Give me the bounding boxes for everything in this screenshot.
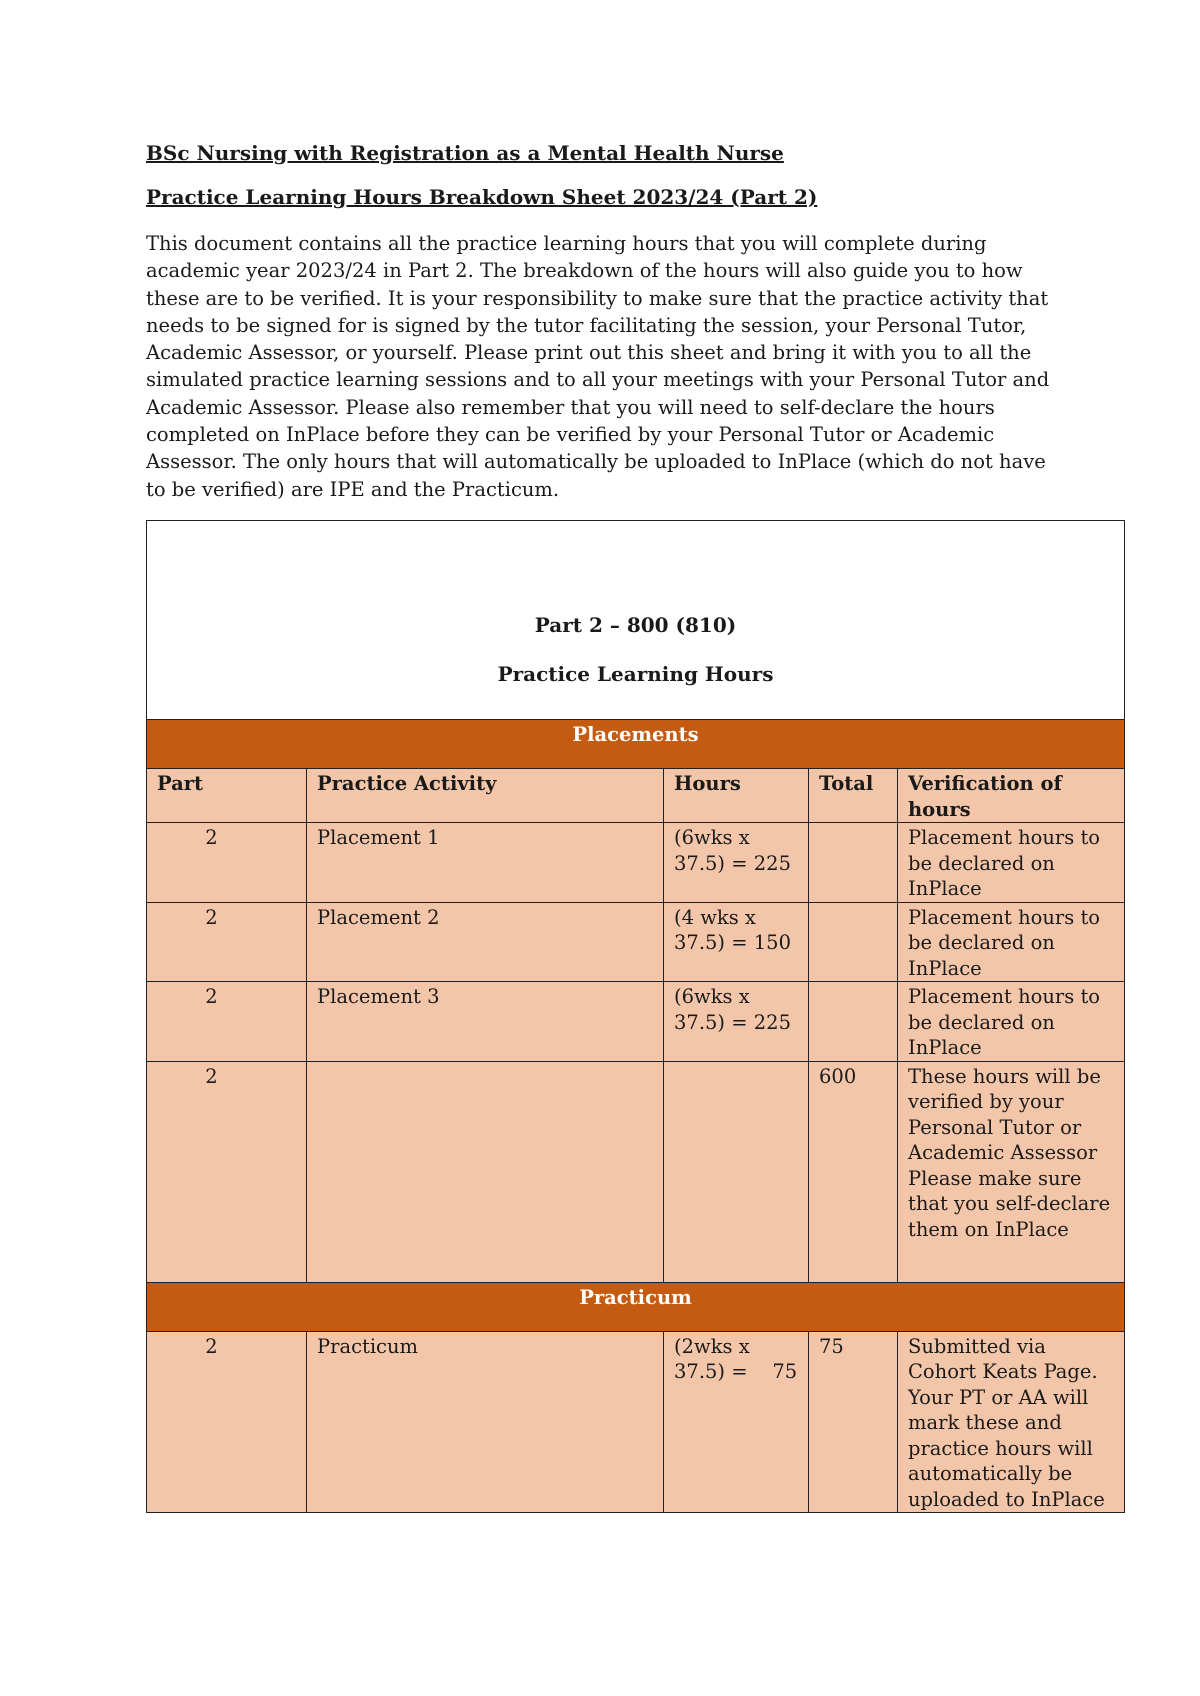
cell-hours: [664, 1061, 809, 1282]
column-header: Practice Activity: [307, 769, 664, 823]
table-row: [147, 823, 1125, 903]
intro-line: completed on InPlace before they can be verified by your Personal Tutor or Academic: [146, 423, 995, 447]
cell-activity: Practicum: [307, 1331, 664, 1513]
table-row: [147, 982, 1125, 1062]
cell-verification: Placement hours to be declared on InPlace: [898, 982, 1125, 1062]
column-header-row: [147, 769, 1125, 823]
cell-verification: Placement hours to be declared on InPlace: [898, 823, 1125, 903]
intro-line: Academic Assessor, or yourself. Please print out this sheet and bring it with you to all the: [146, 341, 1032, 365]
column-header: Total: [809, 769, 898, 823]
table-row: [147, 1061, 1125, 1282]
section-practicum: Practicum: [147, 1282, 1125, 1331]
cell-verification: Submitted via Cohort Keats Page. Your PT or AA will mark these and practice hours will automatically be uploaded to InPlace: [898, 1331, 1125, 1513]
intro-line: This document contains all the practice learning hours that you will complete during: [146, 232, 987, 255]
cell-activity: Placement 2: [307, 902, 664, 982]
cell-part: 2: [147, 982, 307, 1062]
intro-line: academic year 2023/24 in Part 2. The breakdown of the hours will also guide you to how: [146, 259, 1023, 283]
intro-line: Assessor. The only hours that will automatically be uploaded to InPlace (which do not have: [146, 450, 1046, 474]
intro-line: Academic Assessor. Please also remember that you will need to self-declare the hours: [146, 395, 995, 419]
cell-total: [809, 823, 898, 903]
cell-activity: Placement 1: [307, 823, 664, 903]
cell-part: 2: [147, 823, 307, 903]
document-title: BSc Nursing with Registration as a Mental Health Nurse: [146, 141, 784, 165]
intro-line: simulated practice learning sessions and to all your meetings with your Personal Tutor and: [146, 368, 1050, 392]
hours-table: [146, 520, 1125, 1513]
table-heading-subtitle: Practice Learning Hours: [497, 662, 774, 686]
cell-hours: (4 wks x 37.5) = 150: [664, 902, 809, 982]
cell-hours: (6wks x 37.5) = 225: [664, 982, 809, 1062]
cell-activity: [307, 1061, 664, 1282]
cell-verification: Placement hours to be declared on InPlace: [898, 902, 1125, 982]
column-header: Part: [147, 769, 307, 823]
intro-line: to be verified) are IPE and the Practicum.: [146, 477, 560, 501]
column-header: Verification of hours: [898, 769, 1125, 823]
cell-activity: Placement 3: [307, 982, 664, 1062]
intro-line: needs to be signed for is signed by the tutor facilitating the session, your Personal Tutor,: [146, 313, 1027, 337]
document-subtitle: Practice Learning Hours Breakdown Sheet 2023/24 (Part 2): [146, 185, 818, 209]
cell-part: 2: [147, 1061, 307, 1282]
table-row: [147, 902, 1125, 982]
table-heading-title: Part 2 – 800 (810): [534, 612, 737, 637]
cell-total: [809, 902, 898, 982]
cell-hours: (2wks x 37.5) = 75: [664, 1331, 809, 1513]
intro-line: these are to be verified. It is your responsibility to make sure that the practice activity that: [146, 286, 1049, 310]
table-heading: [147, 521, 1125, 720]
cell-total: 600: [809, 1061, 898, 1282]
cell-total: [809, 982, 898, 1062]
cell-part: 2: [147, 902, 307, 982]
cell-total: 75: [809, 1331, 898, 1513]
intro-paragraph: [146, 230, 1050, 503]
cell-part: 2: [147, 1331, 307, 1513]
section-placements: Placements: [147, 720, 1125, 769]
cell-hours: (6wks x 37.5) = 225: [664, 823, 809, 903]
column-header: Hours: [664, 769, 809, 823]
cell-verification: These hours will be verified by your Personal Tutor or Academic Assessor Please make sure that you self-declare them on InPlace: [898, 1061, 1125, 1282]
table-row: [147, 1331, 1125, 1513]
